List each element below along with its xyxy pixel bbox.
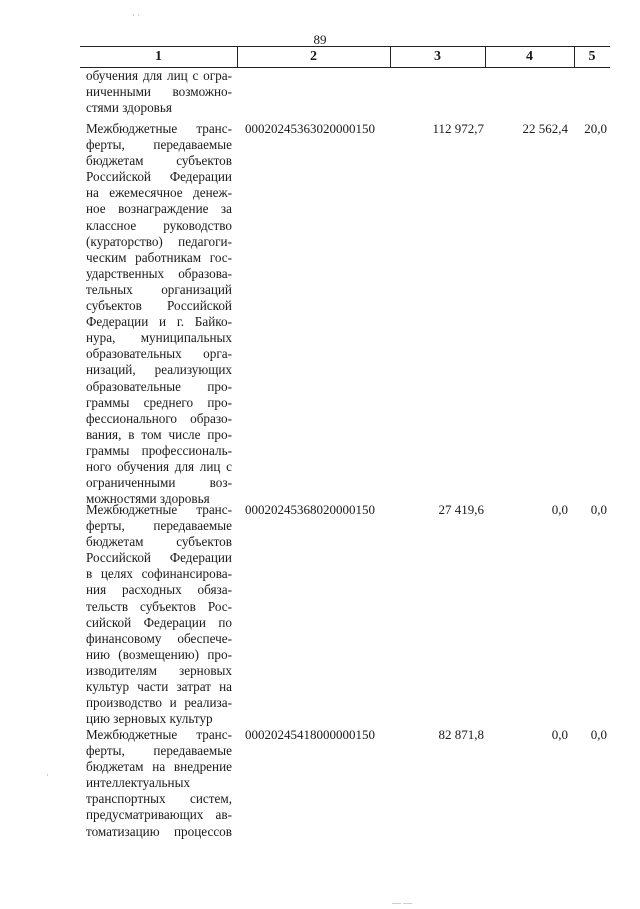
desc-line: Межбюджетные транс- xyxy=(86,502,232,517)
table-header xyxy=(80,46,610,68)
desc-line: тельств субъектов Рос- xyxy=(86,598,232,614)
header-col-2: 2 xyxy=(310,49,317,64)
desc-line: Российской Федерации xyxy=(86,169,232,185)
desc-line: ферты, передаваемые xyxy=(86,518,232,534)
desc-line: нию (возмещению) про- xyxy=(86,646,232,662)
continued-description xyxy=(86,68,232,116)
desc-line: ниченными возможно- xyxy=(86,84,232,100)
desc-line: финансовому обеспече- xyxy=(86,630,232,646)
desc-line: ферты, передаваемые xyxy=(86,743,232,759)
desc-line: ного обучения для лиц с xyxy=(86,458,232,474)
scan-speck: · xyxy=(46,770,49,780)
row-3-code: 00020245418000000150 xyxy=(245,727,375,742)
desc-line: фессионального образо- xyxy=(86,410,232,426)
row-2-value-col5: 0,0 xyxy=(590,502,607,517)
desc-line: нура, муниципальных xyxy=(86,330,232,346)
desc-line: обучения для лиц с огра- xyxy=(86,68,232,83)
row-1-code: 00020245363020000150 xyxy=(245,121,375,136)
row-2-code: 00020245368020000150 xyxy=(245,502,375,517)
scan-speck: · · xyxy=(132,10,141,20)
header-col-1: 1 xyxy=(155,49,162,64)
desc-line: цию зерновых культур xyxy=(86,711,213,727)
header-col-4: 4 xyxy=(526,49,533,64)
page-number: 89 xyxy=(313,32,327,47)
desc-line: сийской Федерации по xyxy=(86,614,232,630)
scan-speck: — — xyxy=(392,898,413,908)
row-2-value-col4: 0,0 xyxy=(551,502,568,517)
desc-line: Российской Федерации xyxy=(86,550,232,566)
desc-line: низаций, реализующих xyxy=(86,362,232,378)
desc-line: изводителям зерновых xyxy=(86,662,232,678)
desc-line: Федерации и г. Байко- xyxy=(86,314,232,330)
desc-line: Межбюджетные транс- xyxy=(86,121,232,136)
header-col-3: 3 xyxy=(434,49,441,64)
row-1-value-col3: 112 972,7 xyxy=(432,121,484,136)
desc-line: образовательных орга- xyxy=(86,346,232,362)
desc-line: ное вознаграждение за xyxy=(86,201,232,217)
desc-line: бюджетам на внедрение xyxy=(86,759,232,775)
desc-line: производство и реализа- xyxy=(86,695,232,711)
desc-line: субъектов Российской xyxy=(86,298,232,314)
desc-line: томатизацию процессов xyxy=(86,823,232,839)
desc-line: граммы среднего про- xyxy=(86,394,232,410)
desc-line: тельных организаций xyxy=(86,281,232,297)
desc-line: (кураторство) педагоги- xyxy=(86,233,232,249)
row-3-value-col3: 82 871,8 xyxy=(438,727,484,742)
row-3-description xyxy=(86,727,232,840)
desc-line: классное руководство xyxy=(86,217,232,233)
desc-line: ния расходных обяза- xyxy=(86,582,232,598)
row-1-value-col5: 20,0 xyxy=(584,121,607,136)
desc-line: стями здоровья xyxy=(86,100,172,116)
row-2-value-col3: 27 419,6 xyxy=(438,502,484,517)
desc-line: ческим работникам гос- xyxy=(86,249,232,265)
desc-line: на ежемесячное денеж- xyxy=(86,185,232,201)
desc-line: ограниченными воз- xyxy=(86,475,232,491)
desc-line: граммы профессиональ- xyxy=(86,442,232,458)
desc-line: ферты, передаваемые xyxy=(86,137,232,153)
row-3-value-col4: 0,0 xyxy=(551,727,568,742)
header-col-5: 5 xyxy=(588,49,596,64)
desc-line: ударственных образова- xyxy=(86,265,232,281)
desc-line: транспортных систем, xyxy=(86,791,232,807)
desc-line: вания, в том числе про- xyxy=(86,426,232,442)
desc-line: бюджетам субъектов xyxy=(86,153,232,169)
desc-line: культур части затрат на xyxy=(86,679,232,695)
desc-line: предусматривающих ав- xyxy=(86,807,232,823)
row-1-description xyxy=(86,121,232,507)
row-1-value-col4: 22 562,4 xyxy=(522,121,568,136)
desc-line: бюджетам субъектов xyxy=(86,534,232,550)
desc-line: можностями здоровья xyxy=(86,491,210,507)
desc-line: образовательные про- xyxy=(86,378,232,394)
row-3-value-col5: 0,0 xyxy=(590,727,607,742)
row-2-description xyxy=(86,502,232,727)
desc-line: в целях софинансирова- xyxy=(86,566,232,582)
desc-line: интеллектуальных xyxy=(86,775,191,791)
desc-line: Межбюджетные транс- xyxy=(86,727,232,742)
